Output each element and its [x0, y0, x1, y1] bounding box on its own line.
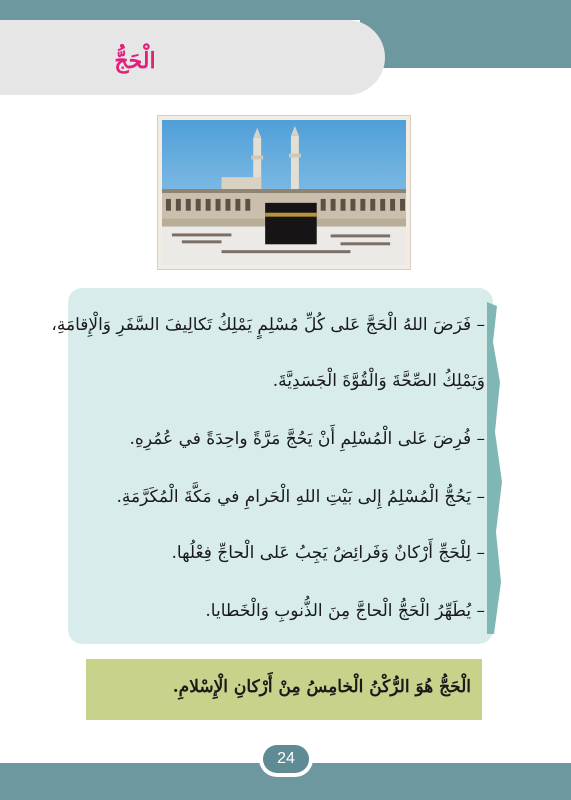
kaaba-image [162, 120, 406, 265]
text-line-2: وَيَمْلِكُ الصِّحَّةَ وَالْقُوَّةَ الْجَسَدِيَّةَ. [272, 371, 485, 391]
content-panel [68, 288, 493, 644]
page-title: الْحَجُّ [114, 48, 156, 74]
top-band [0, 0, 571, 20]
kaaba-photo [157, 115, 411, 270]
panel-brush-edge [487, 302, 503, 634]
text-line-5: – لِلْحَجِّ أَرْكانٌ وَفَرائِضُ يَجِبُ عَلى الْحاجِّ فِعْلُها. [171, 543, 485, 563]
title-tab [0, 20, 385, 95]
text-line-4: – يَحُجُّ الْمُسْلِمُ إِلى بَيْتِ اللهِ الْحَرامِ في مَكَّةَ الْمُكَرَّمَةِ. [116, 487, 485, 507]
text-line-1: – فَرَضَ اللهُ الْحَجَّ عَلى كُلِّ مُسْلِمٍ يَمْلِكُ تَكالِيفَ السَّفَرِ وَالْإِقامَةِ، [51, 315, 485, 335]
page-number: 24 [263, 745, 309, 773]
highlight-text: الْحَجُّ هُوَ الرُّكْنُ الْخامِسُ مِنْ أَرْكانِ الْإِسْلامِ. [172, 677, 471, 697]
text-line-6: – يُطَهِّرُ الْحَجُّ الْحاجَّ مِنَ الذُّنوبِ وَالْخَطايا. [205, 601, 485, 621]
text-line-3: – فُرِضَ عَلى الْمُسْلِمِ أَنْ يَحُجَّ مَرَّةً واحِدَةً في عُمُرِهِ. [129, 429, 485, 449]
title-band-right [360, 20, 571, 68]
